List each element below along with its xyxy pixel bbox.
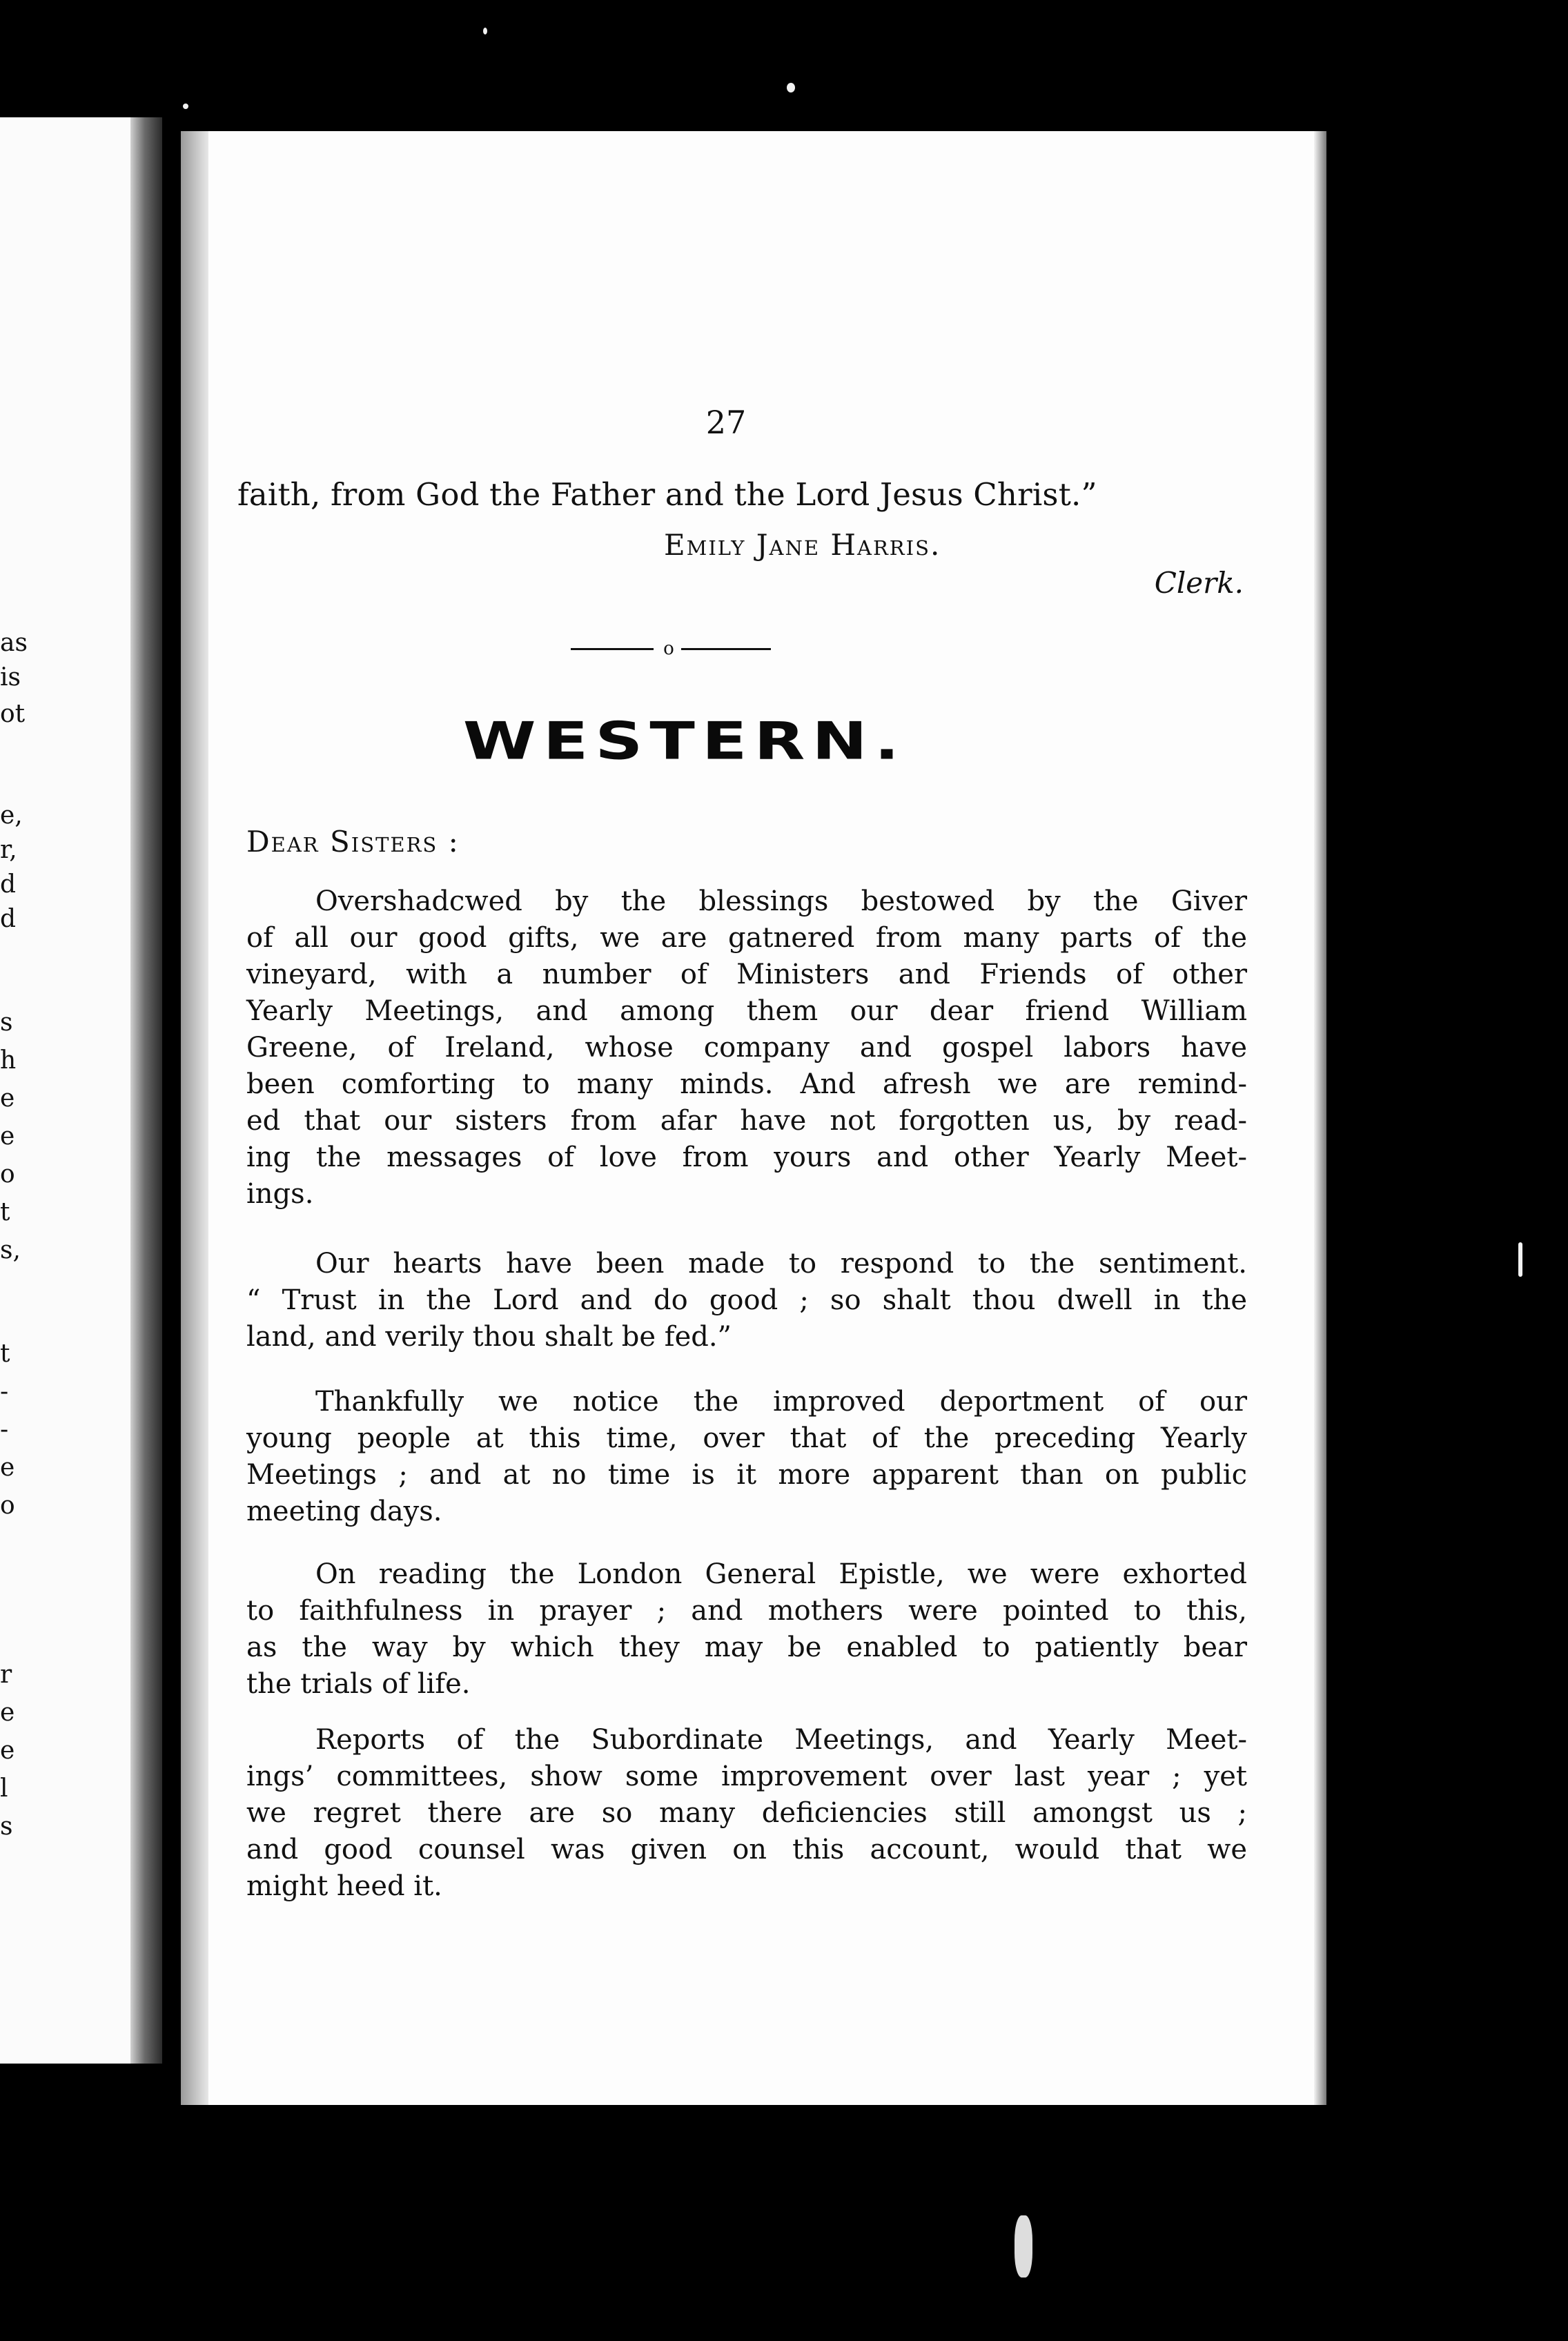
left-page-fragment: as <box>0 629 28 657</box>
scan-speck <box>183 104 188 109</box>
left-page-fragment: t <box>0 1198 10 1226</box>
text-line: Our hearts have been made to respond to the sentiment. <box>315 1248 1247 1280</box>
text-line: Overshadcwed by the blessings bestowed by the Giver <box>315 885 1247 917</box>
left-page-fragment: h <box>0 1046 17 1075</box>
text-line: as the way by which they may be enabled to patiently bear <box>246 1632 1247 1663</box>
divider-rule-right <box>681 648 771 650</box>
text-line: vineyard, with a number of Ministers and Friends of other <box>246 959 1247 990</box>
scan-speck <box>1015 2215 1032 2278</box>
left-page-fragment: l <box>0 1774 8 1803</box>
text-line: “ Trust in the Lord and do good ; so shalt thou dwell in the <box>246 1284 1247 1316</box>
left-page-fragment: o <box>0 1491 15 1520</box>
left-page-fragment: t <box>0 1340 10 1368</box>
left-facing-page <box>0 117 162 2064</box>
text-line: the trials of life. <box>246 1668 471 1700</box>
left-page-fragment: e <box>0 1084 15 1113</box>
text-line: meeting days. <box>246 1496 442 1527</box>
page-number: 27 <box>705 404 747 441</box>
section-heading: WESTERN. <box>462 711 907 772</box>
section-divider <box>571 638 771 659</box>
text-line: Reports of the Subordinate Meetings, and Yearly Meet- <box>315 1724 1247 1756</box>
left-page-fragment: s, <box>0 1236 21 1264</box>
text-line: land, and verily thou shalt be fed.” <box>246 1321 732 1353</box>
body-paragraph <box>246 1246 1247 1355</box>
body-paragraph <box>246 1722 1247 1905</box>
text-line: and good counsel was given on this account, would that we <box>246 1834 1247 1865</box>
left-page-gutter-shadow <box>130 117 162 2064</box>
scan-speck <box>787 83 795 92</box>
scan-speck <box>1518 1242 1522 1277</box>
left-page-fragment: e <box>0 1453 15 1482</box>
left-page-fragment: d <box>0 905 17 933</box>
text-line: Meetings ; and at no time is it more apparent than on public <box>246 1459 1247 1491</box>
left-page-fragment: e <box>0 1698 15 1727</box>
text-line: been comforting to many minds. And afresh we are remind- <box>246 1068 1247 1100</box>
page-gutter-shadow <box>181 131 208 2105</box>
left-page-fragment: is <box>0 663 21 692</box>
epistle-closing-line: faith, from God the Father and the Lord Jesus Christ.” <box>237 476 1097 513</box>
text-line: we regret there are so many deficiencies still amongst us ; <box>246 1797 1247 1829</box>
signature-title: Clerk. <box>1154 566 1244 600</box>
text-line: ing the messages of love from yours and other Yearly Meet- <box>246 1142 1247 1173</box>
left-page-fragment: r, <box>0 836 17 864</box>
left-page-fragment: o <box>0 1160 15 1188</box>
left-page-fragment: - <box>0 1416 9 1444</box>
left-page-fragment: s <box>0 1008 13 1037</box>
text-line: might heed it. <box>246 1870 442 1902</box>
text-line: Greene, of Ireland, whose company and gospel labors have <box>246 1032 1247 1064</box>
left-page-fragment: e <box>0 1122 15 1150</box>
body-paragraph <box>246 1556 1247 1703</box>
divider-rule-left <box>571 648 654 650</box>
text-line: to faithfulness in prayer ; and mothers were pointed to this, <box>246 1595 1247 1627</box>
left-page-fragment: ot <box>0 700 26 728</box>
scan-speck <box>483 28 487 35</box>
body-paragraph <box>246 883 1247 1213</box>
left-page-fragment: e, <box>0 801 23 830</box>
text-line: ings. <box>246 1178 314 1210</box>
left-page-fragment: - <box>0 1378 9 1406</box>
text-line: On reading the London General Epistle, we were exhorted <box>315 1558 1247 1590</box>
divider-mark: o <box>663 638 674 659</box>
text-line: ed that our sisters from afar have not forgotten us, by read- <box>246 1105 1247 1137</box>
text-line: ings’ committees, show some improvement over last year ; yet <box>246 1761 1247 1792</box>
text-line: Yearly Meetings, and among them our dear friend William <box>246 995 1247 1027</box>
page-edge <box>1314 131 1326 2105</box>
signature-name: Emily Jane Harris. <box>664 528 941 562</box>
text-line: young people at this time, over that of the preceding Yearly <box>246 1422 1247 1454</box>
left-page-fragment: e <box>0 1736 15 1765</box>
salutation: Dear Sisters : <box>246 825 460 859</box>
text-line: Thankfully we notice the improved deportment of our <box>315 1386 1247 1418</box>
document-page <box>181 131 1326 2105</box>
body-paragraph <box>246 1384 1247 1530</box>
left-page-fragment: d <box>0 870 17 899</box>
text-line: of all our good gifts, we are gatnered from many parts of the <box>246 922 1247 954</box>
left-page-fragment: r <box>0 1661 12 1689</box>
left-page-fragment: s <box>0 1812 13 1841</box>
